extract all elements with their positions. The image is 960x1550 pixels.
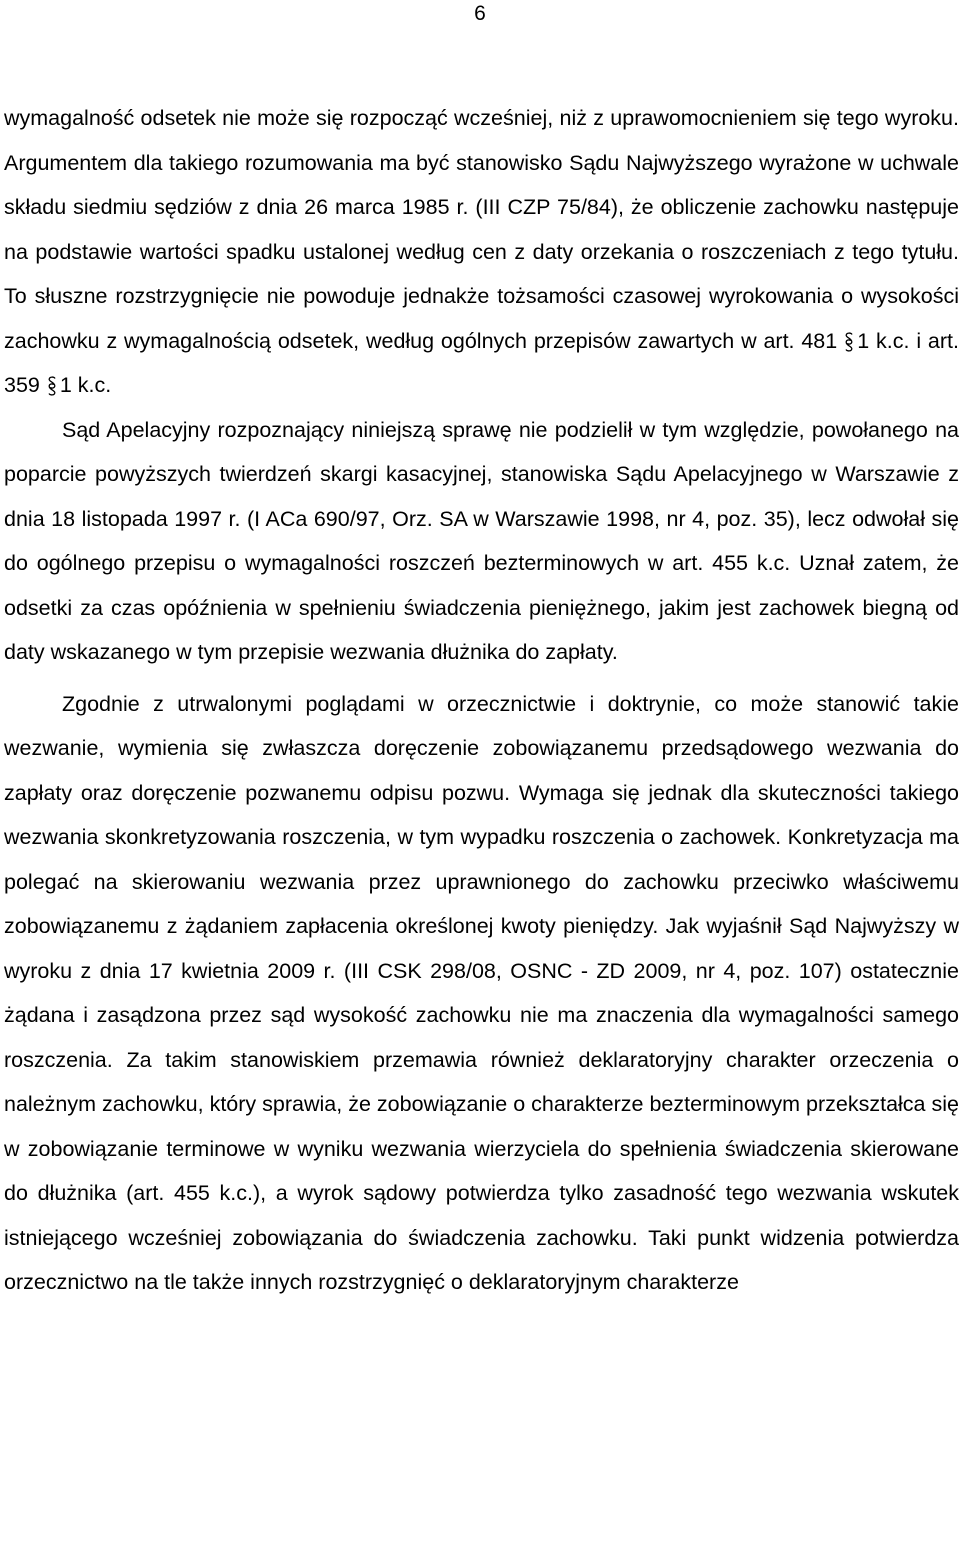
paragraph-1-text-b: 1 k.c. i art. 359 xyxy=(4,328,959,397)
paragraph-2: Sąd Apelacyjny rozpoznający niniejszą sprawę nie podzielił w tym względzie, powołanego na poparcie powyższych twierdzeń skargi kasacyjnej, stanowiska Sądu Apelacyjnego w Warszawie z dnia 18 listopada 1997 r. (I ACa 690/97, Orz. SA w Warszawie 1998, nr 4, poz. 35), lecz odwołał się do ogólnego przepisu o wymagalności roszczeń bezterminowych w art. 455 k.c. Uznał zatem, że odsetki za czas opóźnienia w spełnieniu świadczenia pieniężnego, jakim jest zachowek biegną od daty wskazanego w tym przepisie wezwania dłużnika do zapłaty. xyxy=(4,417,959,664)
paragraph-spacer xyxy=(4,675,959,682)
paragraph-1-text-c: 1 k.c. xyxy=(59,373,112,397)
page-number: 6 xyxy=(474,2,486,25)
section-sign-icon xyxy=(46,375,58,397)
document-body xyxy=(4,96,959,1305)
paragraph-1 xyxy=(4,96,959,408)
paragraph-3: Zgodnie z utrwalonymi poglądami w orzecznictwie i doktrynie, co może stanowić takie wezwanie, wymienia się zwłaszcza doręczenie zobowiązanemu przedsądowego wezwania do zapłaty oraz doręczenie pozwanemu odpisu pozwu. Wymaga się jednak dla skuteczności takiego wezwania skonkretyzowania roszczenia, w tym wypadku roszczenia o zachowek. Konkretyzacja ma polegać na skierowaniu wezwania przez uprawnionego do zachowku przeciwko właściwemu zobowiązanemu z żądaniem zapłacenia określonej kwoty pieniędzy. Jak wyjaśnił Sąd Najwyższy w wyroku z dnia 17 kwietnia 2009 r. (III CSK 298/08, OSNC - ZD 2009, nr 4, poz. 107) ostatecznie żądana i zasądzona przez sąd wysokość zachowku nie ma znaczenia dla wymagalności samego roszczenia. Za takim stanowiskiem przemawia również deklaratoryjny charakter orzeczenia o należnym zachowku, który sprawia, że zobowiązanie o charakterze bezterminowym przekształca się w zobowiązanie terminowe w wyniku wezwania wierzyciela do spełnienia świadczenia skierowane do dłużnika (art. 455 k.c.), a wyrok sądowy potwierdza tylko zasadność tego wezwania wskutek istniejącego wcześniej zobowiązania do świadczenia zachowku. Taki punkt widzenia potwierdza orzecznictwo na tle także innych rozstrzygnięć o deklaratoryjnym charakterze xyxy=(4,691,959,1294)
paragraph-1-text-a: wymagalność odsetek nie może się rozpocząć wcześniej, niż z uprawomocnieniem się tego wyroku. Argumentem dla takiego rozumowania ma być stanowisko Sądu Najwyższego wyrażone w uchwale składu siedmiu sędziów z dnia 26 marca 1985 r. (III CZP 75/84), że obliczenie zachowku następuje na podstawie wartości spadku ustalonej według cen z daty orzekania o roszczeniach z tego tytułu. To słuszne rozstrzygnięcie nie powoduje jednakże tożsamości czasowej wyrokowania o wysokości zachowku z wymagalnością odsetek, według ogólnych przepisów zawartych w art. 481 xyxy=(4,106,959,353)
section-sign-icon xyxy=(843,331,855,353)
